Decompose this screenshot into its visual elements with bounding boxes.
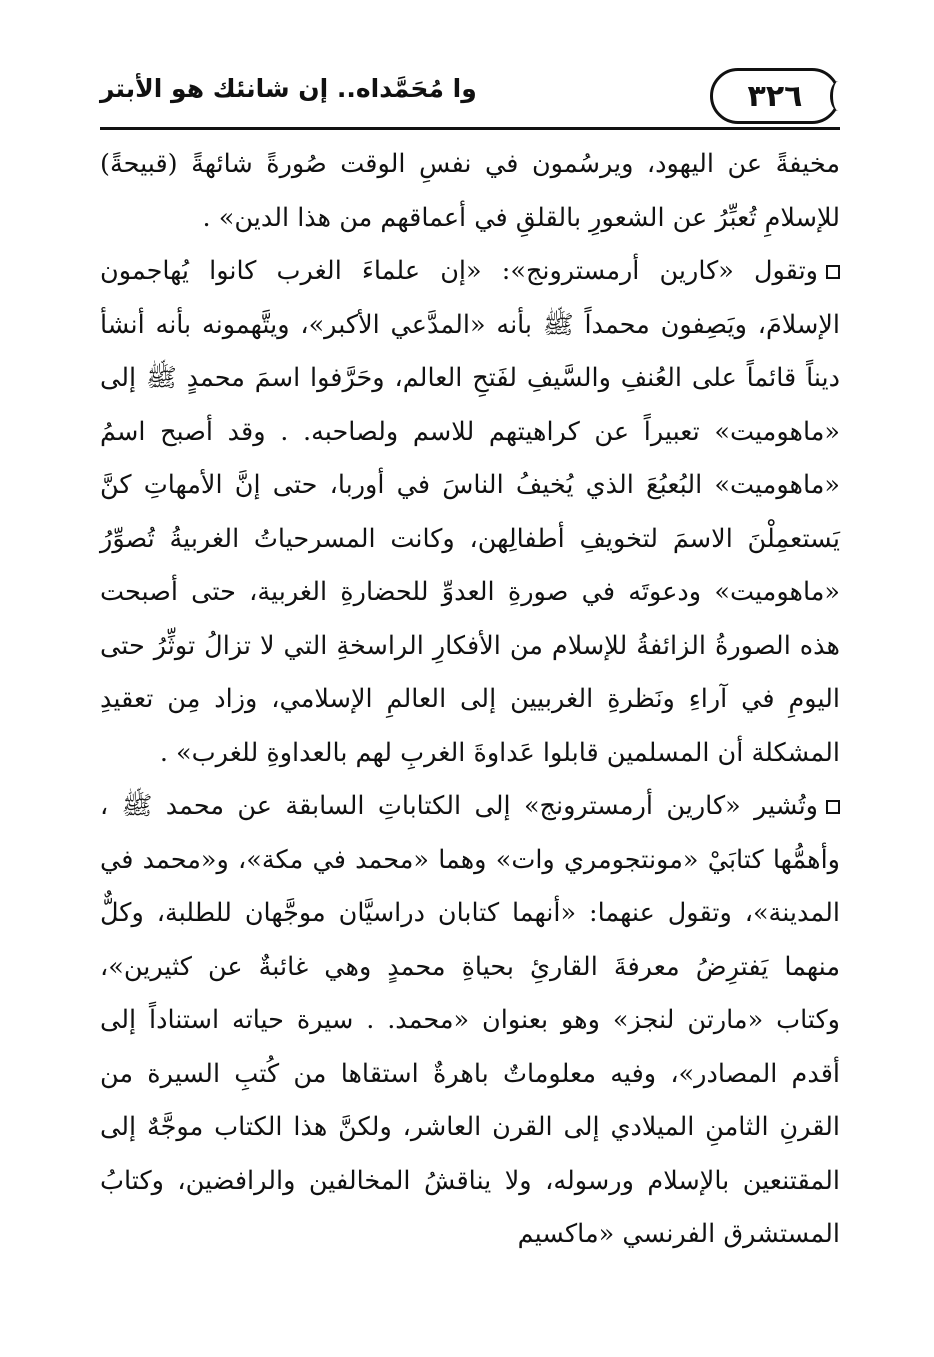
body-text [100,138,840,1262]
page-header [100,68,840,126]
running-title: وا مُحَمَّداه.. إن شانئك هو الأبتر [100,74,477,103]
paragraph-marker-icon [826,265,840,279]
paragraph-marker-icon [826,800,840,814]
header-rule [100,127,840,130]
paragraph-3-text: وتُشير «كارين أرمسترونج» إلى الكتاباتِ السابقة عن محمد ﷺ ، وأهمُّها كتابَيْ «مونتجومري وات» وهما «محمد في مكة»، و«محمد في المدينة»، وتقول عنهما: «أنهما كتابان دراسيَّان موجَّهان للطلبة، وكلٌّ منهما يَفترِضُ معرفةَ القارئِ بحياةِ محمدٍ وهي غائبةٌ عن كثيرين»، وكتاب «مارتن لنجز» وهو بعنوان «محمد. . سيرة حياته استناداً إلى أقدم المصادر»، وفيه معلوماتٌ باهرةٌ استقاها من كُتبِ السيرة من القرنِ الثامنِ الميلادي إلى القرن العاشر، ولكنَّ هذا الكتاب موجَّهٌ إلى المقتنعين بالإسلام ورسوله، ولا يناقشُ المخالفين والرافضين، وكتابُ المستشرق الفرنسي «ماكسيم [100,791,840,1249]
paragraph-2 [100,245,840,780]
paragraph-3 [100,780,840,1262]
paragraph-2-text: وتقول «كارين أرمسترونج»: «إن علماءَ الغرب كانوا يُهاجمون الإسلامَ، ويَصِفون محمداً ﷺ بأنه «المدَّعي الأكبر»، ويتَّهمونه بأنه أنشأ ديناً قائماً على العُنفِ والسَّيفِ لفَتحِ العالم، وحَرَّفوا اسمَ محمدٍ ﷺ إلى «ماهوميت» تعبيراً عن كراهيتهم للاسم ولصاحبه. . وقد أصبح اسمُ «ماهوميت» البُعبُعَ الذي يُخيفُ الناسَ في أوربا، حتى إنَّ الأمهاتِ كنَّ يَستعمِلْنَ الاسمَ لتخويفِ أطفالِهن، وكانت المسرحياتُ الغربيةُ تُصوِّرُ «ماهوميت» ودعوتَه في صورةِ العدوِّ للحضارةِ الغربية، حتى أصبحت هذه الصورةُ الزائفةُ للإسلام من الأفكارِ الراسخةِ التي لا تزالُ توثِّرُ حتى اليومِ في آراءِ ونَظرةِ الغربيين إلى العالمِ الإسلامي، وزاد مِن تعقيدِ المشكلة أن المسلمين قابلوا عَداوةَ الغربِ لهم بالعداوةِ للغرب» . [100,256,840,768]
paragraph-1-text: مخيفةً عن اليهود، ويرسُمون في نفسِ الوقت صُورةً شائهةً (قبيحةً) للإسلامِ تُعبِّرُ عن الشعورِ بالقلقِ في أعماقهم من هذا الدين» . [100,149,840,233]
paragraph-1 [100,138,840,245]
page-number: ٣٢٦ [710,68,840,124]
